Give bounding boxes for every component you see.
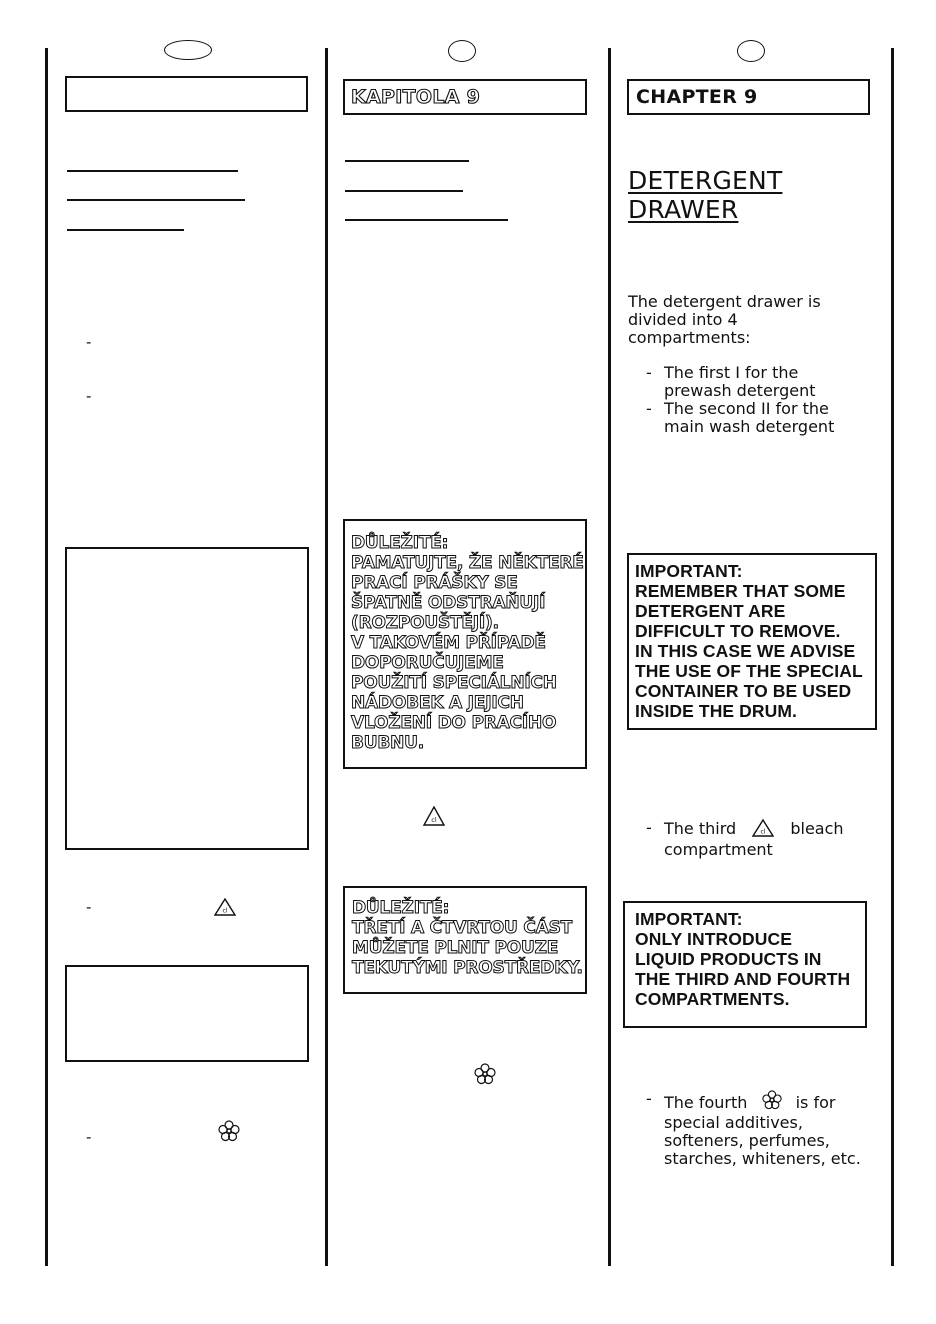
middle-title-underline-1 xyxy=(345,160,469,162)
right-bullet-1: - xyxy=(646,363,652,382)
left-title-underline-3 xyxy=(67,229,184,231)
middle-important-text-2: DŮLEŽITÉ: TŘETÍ A ČTVRTOU ČÁST MŮŽETE PLNIT POUZE TEKUTÝMI PROSTŘEDKY. xyxy=(352,898,583,978)
left-bullet-dash-3: - xyxy=(86,898,92,916)
left-chapter-box xyxy=(65,76,308,112)
right-bullet-4-text: The fourth is for special additives, softeners, perfumes, starches, whiteners, etc. xyxy=(664,1090,861,1168)
left-bullet-dash-1: - xyxy=(86,333,92,351)
svg-text:cl: cl xyxy=(760,828,766,836)
column-divider-middle xyxy=(325,48,328,1266)
right-section-title: DETERGENT DRAWER xyxy=(628,166,783,224)
svg-text:cl: cl xyxy=(431,816,437,824)
right-bullet-2-text: The second II for the main wash detergent xyxy=(664,399,835,436)
right-bullet-3: - xyxy=(646,818,652,837)
left-bullet-dash-4: - xyxy=(86,1128,92,1146)
middle-chapter-title: KAPITOLA 9 xyxy=(351,86,481,108)
language-badge-right xyxy=(737,40,765,62)
middle-title-underline-3 xyxy=(345,219,508,221)
left-flower-icon xyxy=(218,1120,240,1146)
right-bullet-1-text: The first I for the prewash detergent xyxy=(664,363,816,400)
language-badge-middle xyxy=(448,40,476,62)
right-bleach-icon xyxy=(741,819,785,841)
right-flower-icon xyxy=(753,1090,791,1114)
column-divider-edge xyxy=(891,48,894,1266)
left-title-underline-2 xyxy=(67,199,245,201)
column-divider-left xyxy=(45,48,48,1266)
left-title-underline-1 xyxy=(67,170,238,172)
right-intro-text: The detergent drawer is divided into 4 compartments: xyxy=(628,292,821,347)
right-chapter-title: CHAPTER 9 xyxy=(636,86,758,108)
middle-important-text-1: DŮLEŽITÉ: PAMATUJTE, ŽE NĚKTERÉ PRACÍ PRÁŠKY SE ŠPATNĚ ODSTRAŇUJÍ (ROZPOUŠTĚJÍ). V TAKOVÉM PŘÍPADĚ DOPORUČUJEME POUŽITÍ SPECIÁLNÍCH NÁDOBEK A JEJICH VLOŽENÍ DO PRACÍHO BUBNU. xyxy=(351,533,584,753)
svg-text:cl: cl xyxy=(222,907,228,915)
column-divider-right xyxy=(608,48,611,1266)
left-bleach-icon xyxy=(214,898,236,920)
right-important-text-2: IMPORTANT: ONLY INTRODUCE LIQUID PRODUCTS IN THE THIRD AND FOURTH COMPARTMENTS. xyxy=(635,909,851,1009)
left-bullet-dash-2: - xyxy=(86,387,92,405)
right-bullet-3-text: The third cl bleach compartment xyxy=(664,819,844,859)
right-important-text-1: IMPORTANT: REMEMBER THAT SOME DETERGENT ARE DIFFICULT TO REMOVE. IN THIS CASE WE ADVISE THE USE OF THE SPECIAL CONTAINER TO BE USED INSIDE THE DRUM. xyxy=(635,561,863,721)
left-important-box-1 xyxy=(65,547,309,850)
left-important-box-2 xyxy=(65,965,309,1062)
right-bullet-4: - xyxy=(646,1089,652,1108)
middle-flower-icon xyxy=(474,1063,496,1089)
language-badge-left xyxy=(164,40,212,60)
middle-bleach-icon xyxy=(423,806,445,830)
middle-title-underline-2 xyxy=(345,190,463,192)
right-bullet-2: - xyxy=(646,399,652,418)
